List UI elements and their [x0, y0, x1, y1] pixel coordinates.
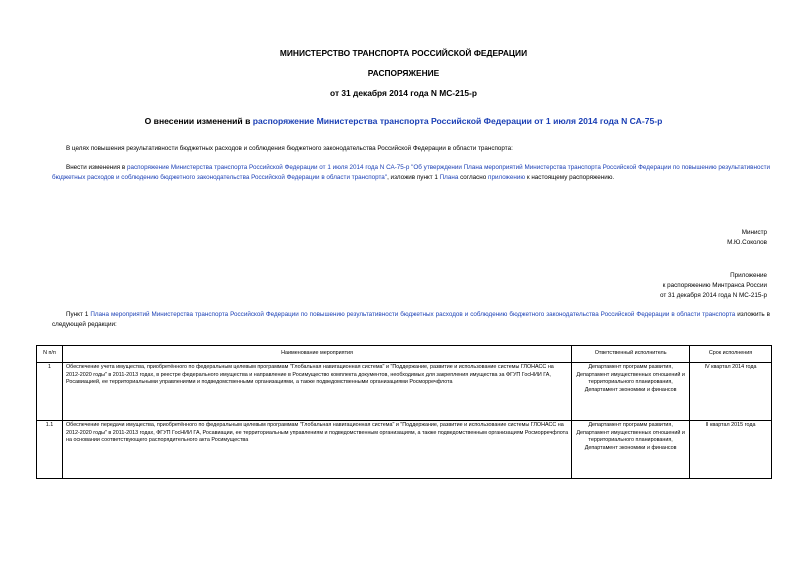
appendix-line-3: от 31 декабря 2014 года N МС-215-р [659, 292, 767, 299]
appendix-line-1: Приложение [730, 272, 767, 279]
appendix-line-2: к распоряжению Минтранса России [662, 282, 767, 289]
ministry-heading: МИНИСТЕРСТВО ТРАНСПОРТА РОССИЙСКОЙ ФЕДЕРАЦИИ [279, 48, 528, 58]
row-responsible: Департамент программ развития, Департамент имущественных отношений и территориального планирования, Департамент экономики и финансов [572, 421, 690, 479]
header-term: Срок исполнения [690, 346, 772, 363]
table-header-row [37, 346, 772, 363]
header-responsible: Ответственный исполнитель [572, 346, 690, 363]
document-date: от 31 декабря 2014 года N МС-215-р [330, 88, 477, 98]
row-num: 1 [37, 363, 63, 421]
header-name: Наименование мероприятия [62, 346, 571, 363]
clause-text-2: изложить в следующей редакции: [52, 311, 770, 328]
order-text-4: к настоящему распоряжению. [525, 174, 615, 181]
row-responsible: Департамент программ развития, Департамент имущественных отношений и территориального планирования, Департамент экономики и финансов [572, 363, 690, 421]
clause-text-1: Пункт 1 [66, 311, 91, 318]
order-paragraph [52, 163, 770, 183]
clause-plan-link[interactable]: Плана мероприятий Министерства транспорта Российской Федерации по повышению результативности бюджетных расходов и соблюдению бюджетного законодательства Российской Федерации в области транспорта [90, 311, 736, 318]
title-prefix: О внесении изменений в [144, 116, 253, 126]
table-row [37, 363, 772, 421]
row-term: IV квартал 2014 года [690, 363, 772, 421]
intro-paragraph: В целях повышения результативности бюджетных расходов и соблюдения бюджетного законодательства Российской Федерации в области транспорта: [66, 145, 513, 152]
clause-paragraph [52, 310, 770, 330]
plan-link[interactable]: Плана [439, 174, 459, 181]
measures-table [36, 345, 772, 479]
title-reference-link[interactable]: распоряжение Министерства транспорта Российской Федерации от 1 июля 2014 года N СА-75-р [252, 116, 663, 126]
table-row [37, 421, 772, 479]
order-text-3: согласно [458, 174, 489, 181]
order-text-1: Внести изменения в [66, 164, 127, 171]
appendix-link[interactable]: приложению [488, 174, 526, 181]
row-name: Обеспечение передачи имущества, приобретённого по федеральным целевым программам "Глобальная навигационная система" и "Поддержание, развитие и использование системы ГЛОНАСС на 2012-2020 годы" в 2011-2013 годах, ФГУП ГосНИИ ГА, Росавиации, ее территориальным управлениям и подведомственным организациям, а также подведомственным организациям Росморречфлота на основании соответствующего распорядительного акта Росимущества [62, 421, 571, 479]
document-title [0, 116, 807, 126]
order-text-2: , изложив пункт 1 [387, 174, 440, 181]
document-type: РАСПОРЯЖЕНИЕ [367, 68, 440, 78]
appendix-header [547, 271, 767, 301]
signature-block [547, 228, 767, 248]
signatory-position: Министр [741, 229, 767, 236]
row-term: II квартал 2015 года [690, 421, 772, 479]
header-num: N п/п [37, 346, 63, 363]
signatory-name: М.Ю.Соколов [727, 239, 767, 246]
row-num: 1.1 [37, 421, 63, 479]
row-name: Обеспечение учета имущества, приобретённого по федеральным целевым программам "Глобальная навигационная система" и "Поддержание, развитие и использование системы ГЛОНАСС на 2012-2020 годы" в 2011-2013 годах, в реестре федерального имущества и направление в Росимущество комплекта документов, необходимых для закрепления имущества за ФГУП ГосНИИ ГА, Росавиацией, ее территориальными управлениями и подведомственными организациями, а также подведомственными организациями Росморречфлота [62, 363, 571, 421]
order-reference-link[interactable]: распоряжение Министерства транспорта Российской Федерации от 1 июля 2014 года N СА-75-р "Об утверждении Плана мероприятий Министерства транспорта Российской Федерации по повышению результативности бюджетных расходов и соблюдению бюджетного законодательства Российской Федерации в области транспорта" [52, 164, 770, 181]
